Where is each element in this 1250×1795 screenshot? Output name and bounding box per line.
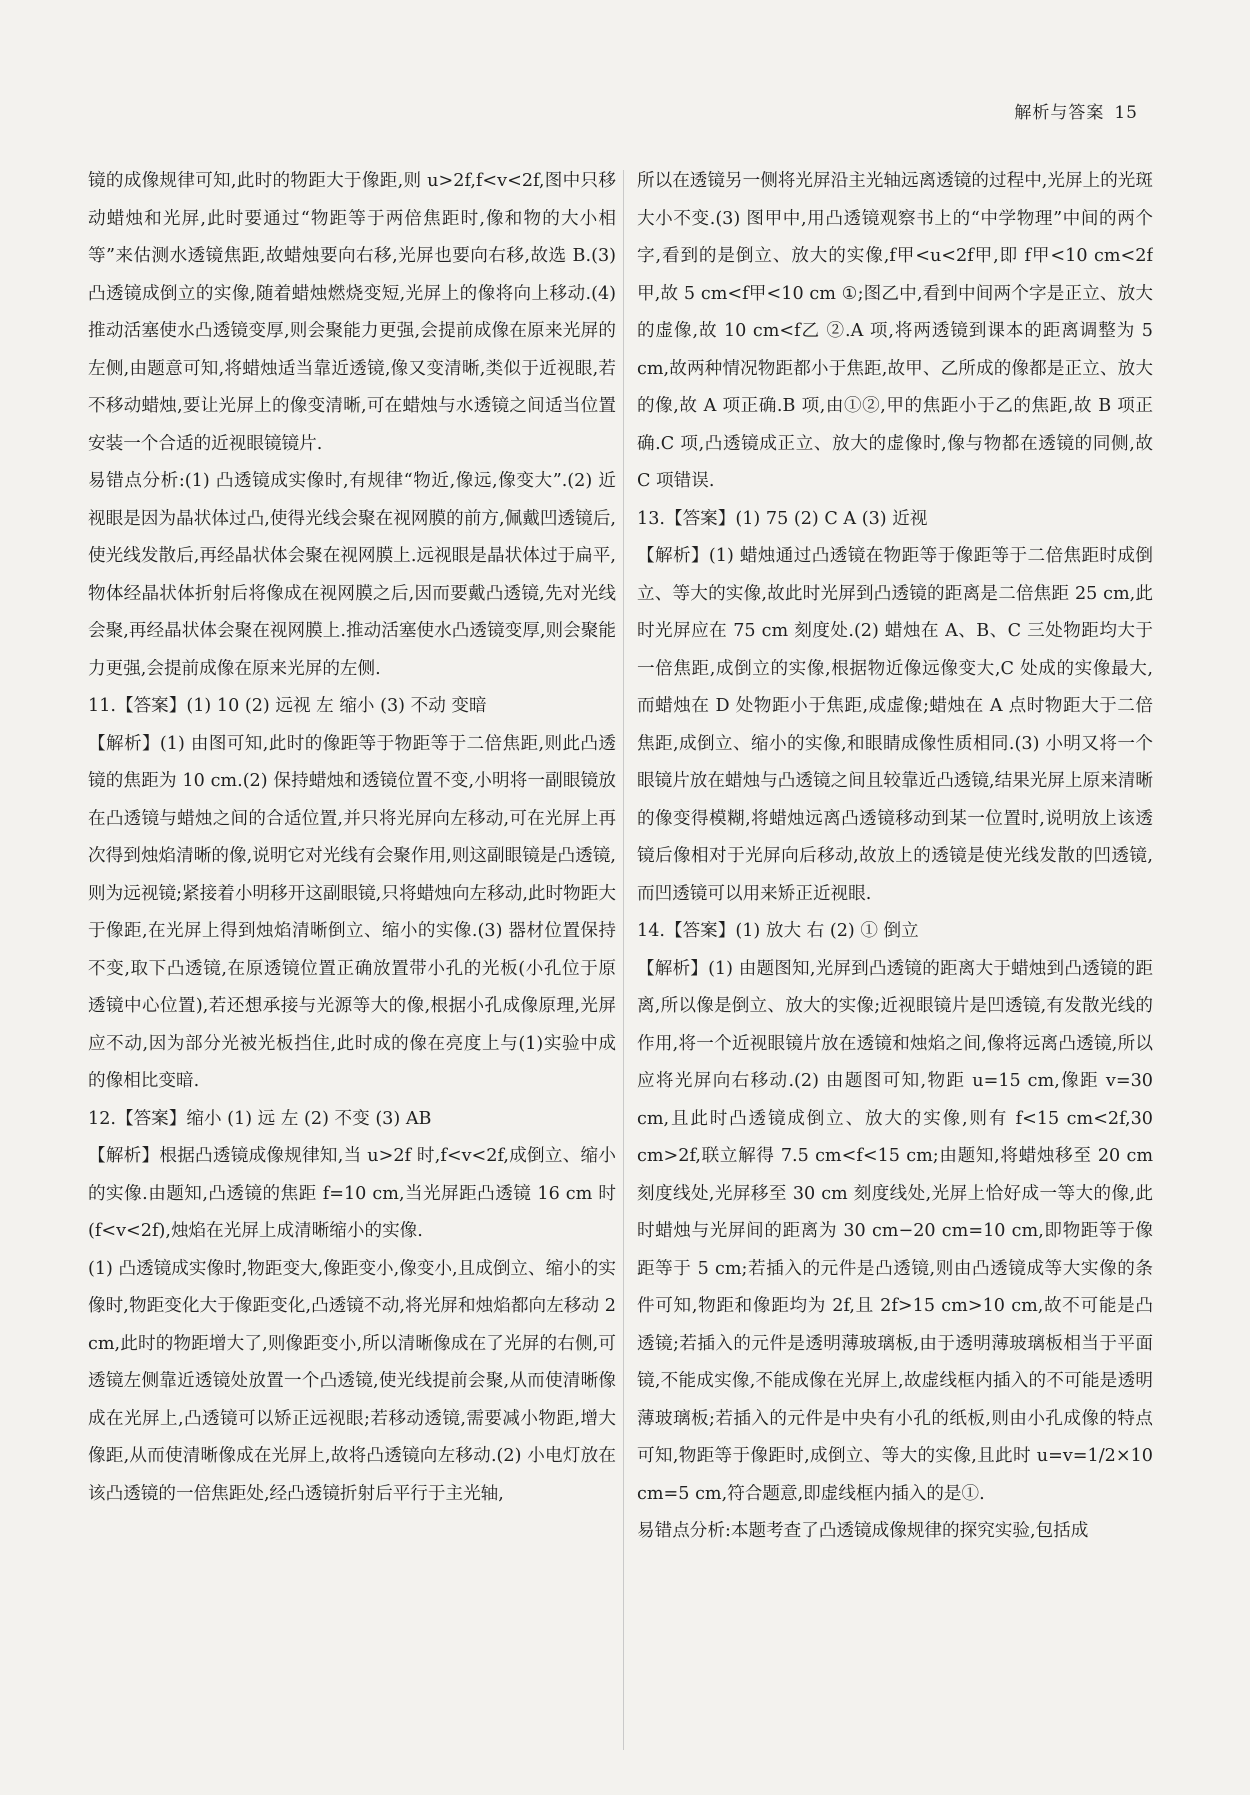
left-column bbox=[88, 163, 616, 1513]
answer-line: 14.【答案】(1) 放大 右 (2) ① 倒立 bbox=[637, 921, 919, 941]
paragraph: 【解析】根据凸透镜成像规律知,当 u>2f 时,f<v<2f,成倒立、缩小的实像.由题知,凸透镜的焦距 f=10 cm,当光屏距凸透镜 16 cm 时(f<v<2f),烛焰在光屏上成清晰缩小的实像. bbox=[88, 1146, 616, 1241]
answer-line: 13.【答案】(1) 75 (2) C A (3) 近视 bbox=[637, 508, 928, 529]
paragraph: 【解析】(1) 由题图知,光屏到凸透镜的距离大于蜡烛到凸透镜的距离,所以像是倒立、放大的实像;近视眼镜片是凹透镜,有发散光线的作用,将一个近视眼镜片放在透镜和烛焰之间,像将远离凸透镜,所以应将光屏向右移动.(2) 由题图可知,物距 u=15 cm,像距 v=30 cm,且此时凸透镜成倒立、放大的实像,则有 f<15 cm<2f,30 cm>2f,联立解得 7.5 cm<f<15 cm;由题知,将蜡烛移至 20 cm 刻度线处,光屏移至 30 cm 刻度线处,光屏上恰好成一等大的像,此时蜡烛与光屏间的距离为 30 cm−20 cm=10 cm,即物距等于像距等于 5 cm;若插入的元件是凸透镜,则由凸透镜成等大实像的条件可知,物距和像距均为 2f,且 2f>15 cm>10 cm,故不可能是凸透镜;若插入的元件是透明薄玻璃板,由于透明薄玻璃板相当于平面镜,不能成实像,不能成像在光屏上,故虚线框内插入的不可能是透明薄玻璃板;若插入的元件是中央有小孔的纸板,则由小孔成像的特点可知,物距等于像距时,成倒立、等大的实像,且此时 u=v=1/2×10 cm=5 cm,符合题意,即虚线框内插入的是①. bbox=[637, 958, 1153, 1504]
paragraph: 易错点分析:(1) 凸透镜成实像时,有规律“物近,像远,像变大”.(2) 近视眼是因为晶状体过凸,使得光线会聚在视网膜的前方,佩戴凹透镜后,使光线发散后,再经晶状体会聚在视网膜上.远视眼是晶状体过于扁平,物体经晶状体折射后将像成在视网膜之后,因而要戴凸透镜,先对光线会聚,再经晶状体会聚在视网膜上.推动活塞使水凸透镜变厚,则会聚能力更强,会提前成像在原来光屏的左侧. bbox=[88, 471, 616, 679]
paragraph: 【解析】(1) 蜡烛通过凸透镜在物距等于像距等于二倍焦距时成倒立、等大的实像,故此时光屏到凸透镜的距离是二倍焦距 25 cm,此时光屏应在 75 cm 刻度处.(2) 蜡烛在 A、B、C 三处物距均大于一倍焦距,成倒立的实像,根据物近像远像变大,C 处成的实像最大,而蜡烛在 D 处物距小于焦距,成虚像;蜡烛在 A 点时物距大于二倍焦距,成倒立、缩小的实像,和眼睛成像性质相同.(3) 小明又将一个眼镜片放在蜡烛与凸透镜之间且较靠近凸透镜,结果光屏上原来清晰的像变得模糊,将蜡烛远离凸透镜移动到某一位置时,说明放上该透镜后像相对于光屏向后移动,故放上的透镜是使光线发散的凹透镜,而凹透镜可以用来矫正近视眼. bbox=[637, 546, 1153, 904]
paragraph: 所以在透镜另一侧将光屏沿主光轴远离透镜的过程中,光屏上的光斑大小不变.(3) 图甲中,用凸透镜观察书上的“中学物理”中间的两个字,看到的是倒立、放大的实像,f甲<u<2f甲,即 f甲<10 cm<2f甲,故 5 cm<f甲<10 cm ①;图乙中,看到中间两个字是正立、放大的虚像,故 10 cm<f乙 ②.A 项,将两透镜到课本的距离调整为 5 cm,故两种情况物距都小于焦距,故甲、乙所成的像都是正立、放大的像,故 A 项正确.B 项,由①②,甲的焦距小于乙的焦距,故 B 项正确.C 项,凸透镜成正立、放大的虚像时,像与物都在透镜的同侧,故 C 项错误. bbox=[637, 171, 1153, 491]
right-column bbox=[637, 163, 1153, 1551]
paragraph: 易错点分析:本题考查了凸透镜成像规律的探究实验,包括成 bbox=[637, 1521, 1089, 1541]
answer-line: 11.【答案】(1) 10 (2) 远视 左 缩小 (3) 不动 变暗 bbox=[88, 696, 487, 716]
paragraph: 镜的成像规律可知,此时的物距大于像距,则 u>2f,f<v<2f,图中只移动蜡烛和光屏,此时要通过“物距等于两倍焦距时,像和物的大小相等”来估测水透镜焦距,故蜡烛要向右移,光屏也要向右移,故选 B.(3) 凸透镜成倒立的实像,随着蜡烛燃烧变短,光屏上的像将向上移动.(4) 推动活塞使水凸透镜变厚,则会聚能力更强,会提前成像在原来光屏的左侧,由题意可知,将蜡烛适当靠近透镜,像又变清晰,类似于近视眼,若不移动蜡烛,要让光屏上的像变清晰,可在蜡烛与水透镜之间适当位置安装一个合适的近视眼镜镜片. bbox=[88, 171, 616, 454]
paragraph: 【解析】(1) 由图可知,此时的像距等于物距等于二倍焦距,则此凸透镜的焦距为 10 cm.(2) 保持蜡烛和透镜位置不变,小明将一副眼镜放在凸透镜与蜡烛之间的合适位置,并只将光屏向左移动,可在光屏上再次得到烛焰清晰的像,说明它对光线有会聚作用,则这副眼镜是凸透镜,则为远视镜;紧接着小明移开这副眼镜,只将蜡烛向左移动,此时物距大于像距,在光屏上得到烛焰清晰倒立、缩小的实像.(3) 器材位置保持不变,取下凸透镜,在原透镜位置正确放置带小孔的光板(小孔位于原透镜中心位置),若还想承接与光源等大的像,根据小孔成像原理,光屏应不动,因为部分光被光板挡住,此时成的像在亮度上与(1)实验中成的像相比变暗. bbox=[88, 733, 616, 1091]
page-header bbox=[1014, 98, 1138, 123]
column-divider bbox=[623, 170, 624, 1750]
paragraph: (1) 凸透镜成实像时,物距变大,像距变小,像变小,且成倒立、缩小的实像时,物距变化大于像距变化,凸透镜不动,将光屏和烛焰都向左移动 2 cm,此时的物距增大了,则像距变小,所以清晰像成在了光屏的右侧,可透镜左侧靠近透镜处放置一个凸透镜,使光线提前会聚,从而使清晰像成在光屏上,凸透镜可以矫正远视眼;若移动透镜,需要减小物距,增大像距,从而使清晰像成在光屏上,故将凸透镜向左移动.(2) 小电灯放在该凸透镜的一倍焦距处,经凸透镜折射后平行于主光轴, bbox=[88, 1258, 616, 1504]
page-number: 15 bbox=[1114, 103, 1138, 123]
header-title: 解析与答案 bbox=[1014, 103, 1105, 123]
answer-line: 12.【答案】缩小 (1) 远 左 (2) 不变 (3) AB bbox=[88, 1108, 432, 1129]
